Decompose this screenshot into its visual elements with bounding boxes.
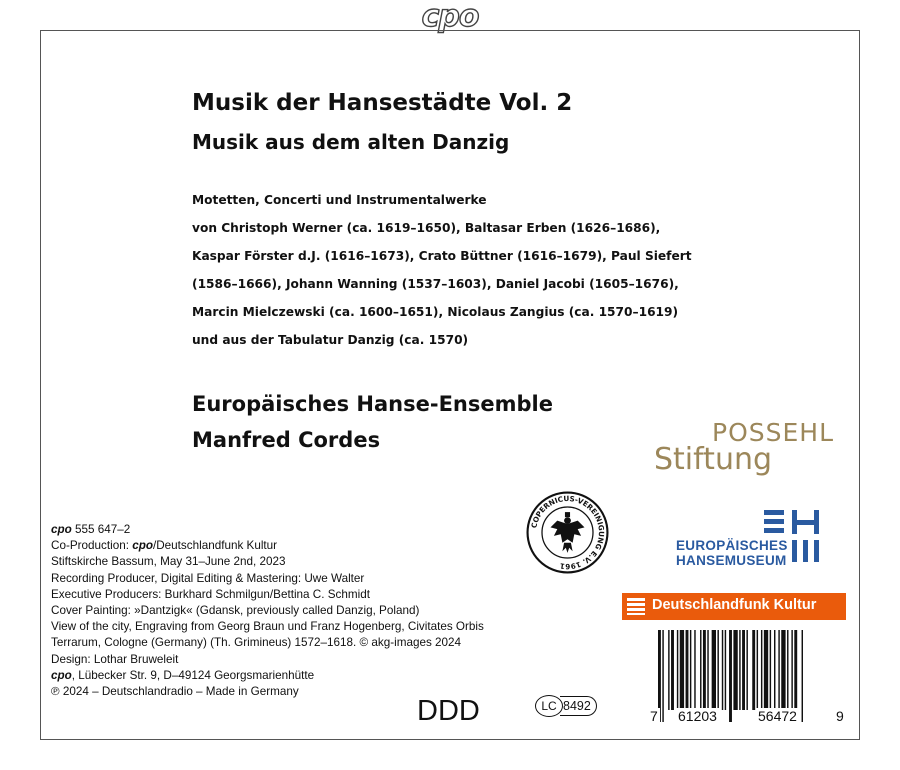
- barcode-bar: [722, 630, 723, 710]
- hansemuseum-wordmark: EUROPÄISCHES HANSEMUSEUM: [676, 538, 788, 568]
- credit-line: Recording Producer, Digital Editing & Mastering: Uwe Walter: [51, 571, 365, 585]
- barcode-right-group: 56472: [758, 708, 797, 724]
- copernicus-seal-icon: [525, 490, 610, 575]
- barcode-bar: [774, 630, 775, 710]
- credits-block: [51, 522, 571, 700]
- works-line: Kaspar Förster d.J. (1616–1673), Crato Büttner (1616–1679), Paul Siefert: [192, 249, 692, 263]
- barcode-bar: [761, 630, 762, 710]
- lc-label: LC: [535, 695, 563, 717]
- works-line: und aus der Tabulatur Danzig (ca. 1570): [192, 333, 469, 347]
- ensemble-name: Europäisches Hanse-Ensemble: [192, 392, 553, 416]
- barcode-bar: [694, 630, 695, 710]
- works-line: (1586–1666), Johann Wanning (1537–1603), Daniel Jacobi (1605–1676),: [192, 277, 679, 291]
- barcode-bar: [668, 630, 669, 710]
- ddd-code: DDD: [417, 695, 480, 727]
- barcode-bar: [791, 630, 792, 710]
- deutschlandfunk-icon: [627, 598, 645, 615]
- barcode-bar: [712, 630, 716, 710]
- barcode-bar: [703, 630, 706, 710]
- barcode-bar: [725, 630, 726, 710]
- barcode-bar: [794, 630, 797, 710]
- works-line: Marcin Mielczewski (ca. 1600–1651), Nicolaus Zangius (ca. 1570–1619): [192, 305, 679, 319]
- possehl-logo-line1: POSSEHL: [712, 418, 835, 447]
- deutschlandfunk-name: Deutschlandfunk Kultur: [652, 597, 817, 613]
- possehl-logo-line2: Stiftung: [654, 442, 773, 477]
- barcode-bar: [742, 630, 745, 710]
- catalog-number: 555 647–2: [71, 523, 131, 536]
- barcode-bar: [757, 630, 758, 710]
- conductor-name: Manfred Cordes: [192, 428, 381, 452]
- barcode-bar: [677, 630, 678, 710]
- barcode-bar: [778, 630, 779, 710]
- barcode-left-group: 61203: [678, 708, 717, 724]
- barcode-bar: [764, 630, 768, 710]
- cpo-wordmark: cpo: [132, 539, 153, 553]
- works-description: [192, 186, 752, 354]
- credit-line: Terrarum, Cologne (Germany) (Th. Grimineus) 1572–1618. © akg-images 2024: [51, 636, 462, 650]
- credit-line: View of the city, Engraving from Georg Braun und Franz Hogenberg, Civitates Orbis: [51, 620, 484, 634]
- copyright-line: ℗ 2024 – Deutschlandradio – Made in Germany: [51, 685, 299, 699]
- barcode-bar: [717, 630, 718, 710]
- works-line: von Christoph Werner (ca. 1619–1650), Baltasar Erben (1626–1686),: [192, 221, 661, 235]
- barcode-bar: [680, 630, 684, 710]
- catalog-number-line: [51, 522, 571, 538]
- series-title: Musik der Hansestädte Vol. 2: [192, 90, 573, 116]
- barcode-bar: [707, 630, 708, 710]
- barcode-bar: [690, 630, 691, 710]
- barcode-bar: [787, 630, 788, 710]
- barcode-bar: [700, 630, 701, 710]
- barcode-bar: [752, 630, 755, 710]
- barcode-bar: [781, 630, 785, 710]
- barcode-first-digit: 7: [650, 708, 658, 724]
- lc-number: 8492: [560, 696, 597, 716]
- deutschlandfunk-kultur-logo: [622, 593, 846, 620]
- barcode-digits: [648, 708, 848, 728]
- credit-line: Design: Lothar Bruweleit: [51, 652, 179, 666]
- barcode-bar: [746, 630, 747, 710]
- address-line: cpo, Lübecker Str. 9, D–49124 Georgsmarienhütte: [51, 668, 315, 682]
- barcode-bar: [686, 630, 689, 710]
- seal-text: COPERNICUS-VEREINIGUNG E.V. 1961: [529, 493, 607, 571]
- coproduction-line: Co-Production: cpo/Deutschlandfunk Kultur: [51, 539, 278, 553]
- barcode-bar: [739, 630, 740, 710]
- barcode-bar: [733, 630, 737, 710]
- barcode-bar: [671, 630, 674, 710]
- credit-line: Cover Painting: »Dantzigk« (Gdansk, previously called Danzig, Poland): [51, 604, 420, 618]
- barcode-check-digit: 9: [836, 708, 844, 724]
- album-subtitle: Musik aus dem alten Danzig: [192, 130, 510, 154]
- credit-line: Executive Producers: Burkhard Schmilgun/Bettina C. Schmidt: [51, 587, 370, 601]
- barcode-bar: [770, 630, 771, 710]
- cpo-wordmark: cpo: [51, 668, 72, 682]
- works-line: Motetten, Concerti und Instrumentalwerke: [192, 193, 487, 207]
- cpo-logo: cpo: [421, 0, 479, 34]
- credit-line: Stiftskirche Bassum, May 31–June 2nd, 2023: [51, 555, 286, 569]
- possehl-stiftung-logo: [654, 418, 844, 484]
- label-code: [535, 695, 597, 721]
- cpo-wordmark: cpo: [51, 523, 72, 536]
